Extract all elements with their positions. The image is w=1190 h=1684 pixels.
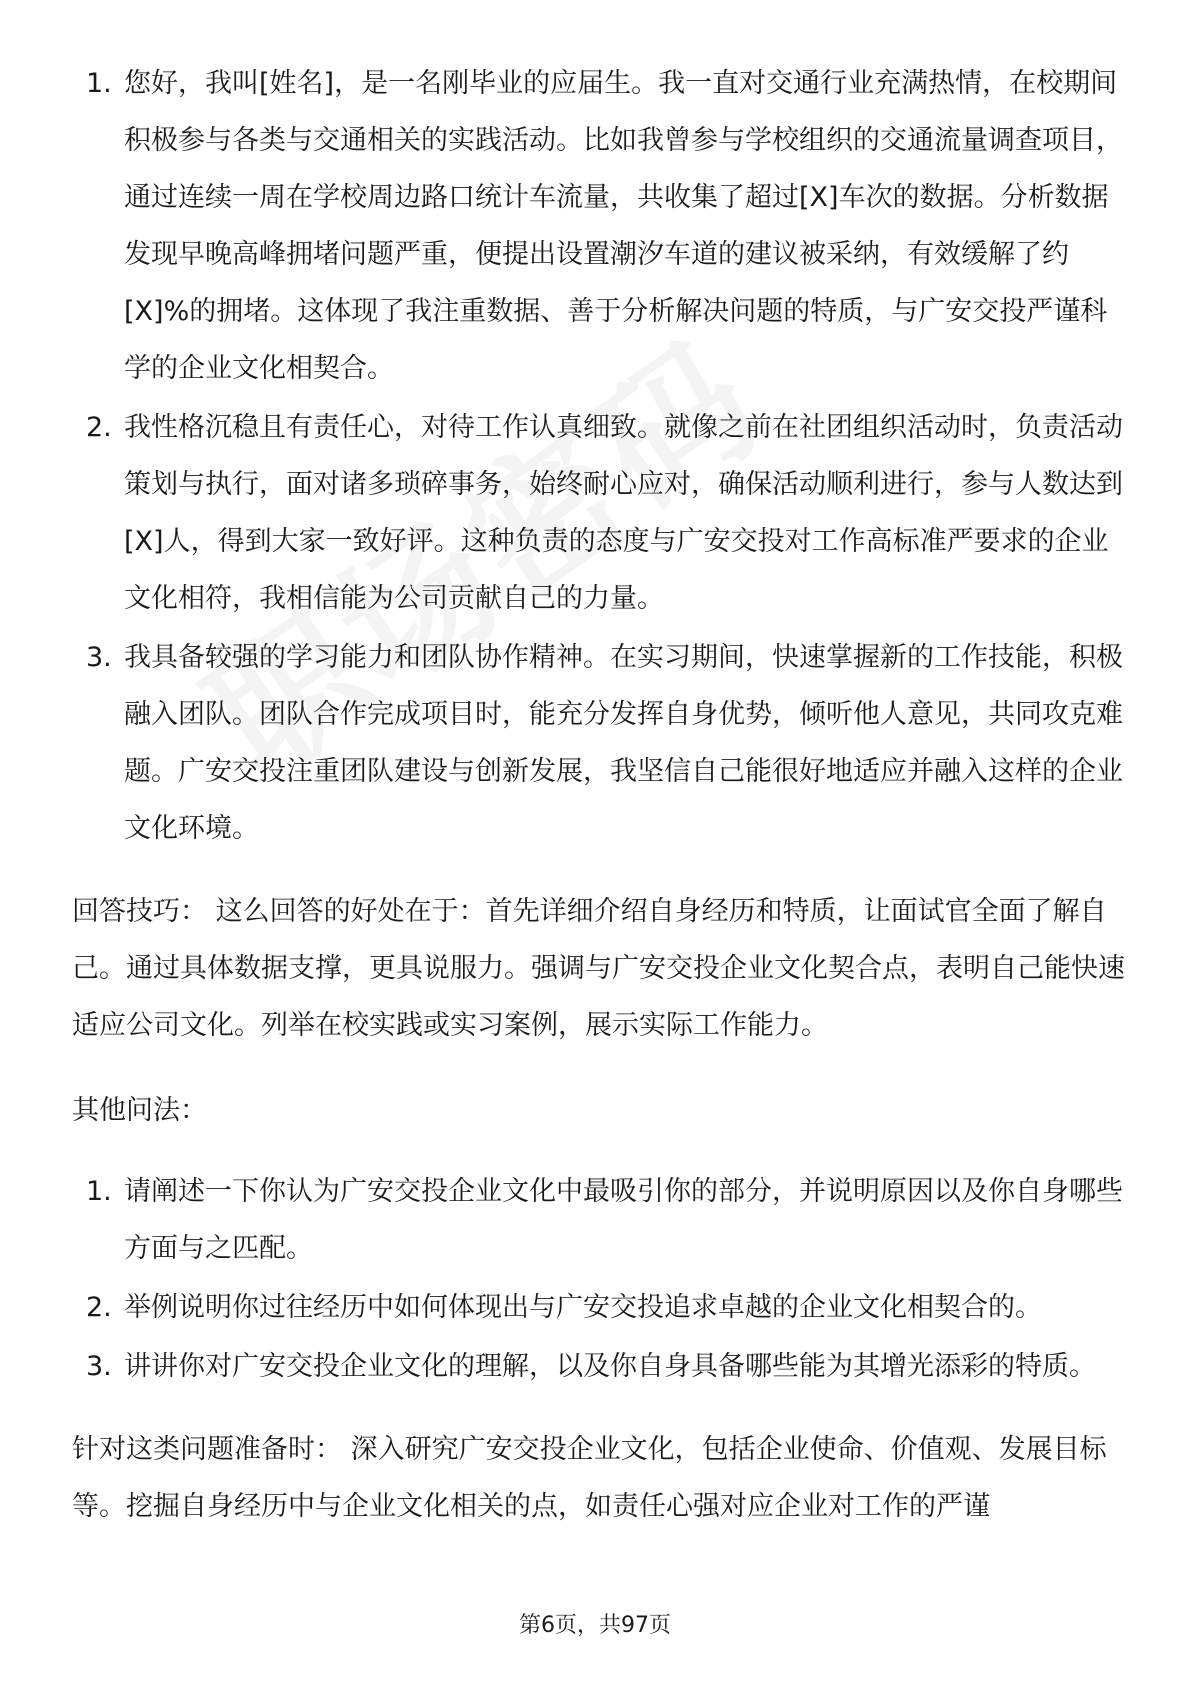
- list-item-text: 我具备较强的学习能力和团队协作精神。在实习期间，快速掌握新的工作技能，积极融入团队。团队合作完成项目时，能充分发挥自身优势，倾听他人意见，共同攻克难题。广安交投注重团队建设与创新发展，我坚信自己能很好地适应并融入这样的企业文化环境。: [124, 642, 1123, 844]
- page-number-footer: 第6页，共97页: [519, 1613, 671, 1638]
- list-item-text: 请阐述一下你认为广安交投企业文化中最吸引你的部分，并说明原因以及你自身哪些方面与之匹配。: [124, 1176, 1123, 1264]
- list-item: [72, 1338, 1132, 1395]
- list-number: 1.: [86, 68, 112, 99]
- other-questions-list: [72, 1163, 1132, 1395]
- list-item: [72, 629, 1132, 857]
- list-item-text: 我性格沉稳且有责任心，对待工作认真细致。就像之前在社团组织活动时，负责活动策划与执行，面对诸多琐碎事务，始终耐心应对，确保活动顺利进行，参与人数达到[X]人，得到大家一致好评。这种负责的态度与广安交投对工作高标准严要求的企业文化相符，我相信能为公司贡献自己的力量。: [124, 412, 1123, 614]
- answer-tips-paragraph: 回答技巧： 这么回答的好处在于：首先详细介绍自身经历和特质，让面试官全面了解自己。通过具体数据支撑，更具说服力。强调与广安交投企业文化契合点，表明自己能快速适应公司文化。列举在校实践或实习案例，展示实际工作能力。: [72, 896, 1125, 1041]
- list-number: 3.: [86, 642, 112, 673]
- list-number: 1.: [86, 1176, 112, 1207]
- list-item: [72, 399, 1132, 627]
- list-number: 3.: [86, 1351, 112, 1382]
- list-item: [72, 55, 1132, 397]
- preparation-paragraph: 针对这类问题准备时： 深入研究广安交投企业文化，包括企业使命、价值观、发展目标等。挖掘自身经历中与企业文化相关的点，如责任心强对应企业对工作的严谨: [72, 1434, 1107, 1522]
- list-item: [72, 1163, 1132, 1277]
- list-item-text: 举例说明你过往经历中如何体现出与广安交投追求卓越的企业文化相契合的。: [124, 1292, 1042, 1323]
- list-item: [72, 1279, 1132, 1336]
- list-number: 2.: [86, 412, 112, 443]
- list-item-text: 您好，我叫[姓名]，是一名刚毕业的应届生。我一直对交通行业充满热情，在校期间积极参与各类与交通相关的实践活动。比如我曾参与学校组织的交通流量调查项目，通过连续一周在学校周边路口统计车流量，共收集了超过[X]车次的数据。分析数据发现早晚高峰拥堵问题严重，便提出设置潮汐车道的建议被采纳，有效缓解了约[X]%的拥堵。这体现了我注重数据、善于分析解决问题的特质，与广安交投严谨科学的企业文化相契合。: [124, 68, 1123, 384]
- other-questions-heading: 其他问法：: [72, 1095, 207, 1126]
- list-item-text: 讲讲你对广安交投企业文化的理解，以及你自身具备哪些能为其增光添彩的特质。: [124, 1351, 1096, 1382]
- list-number: 2.: [86, 1292, 112, 1323]
- answer-list: [72, 55, 1132, 857]
- page-content: [72, 55, 1132, 1535]
